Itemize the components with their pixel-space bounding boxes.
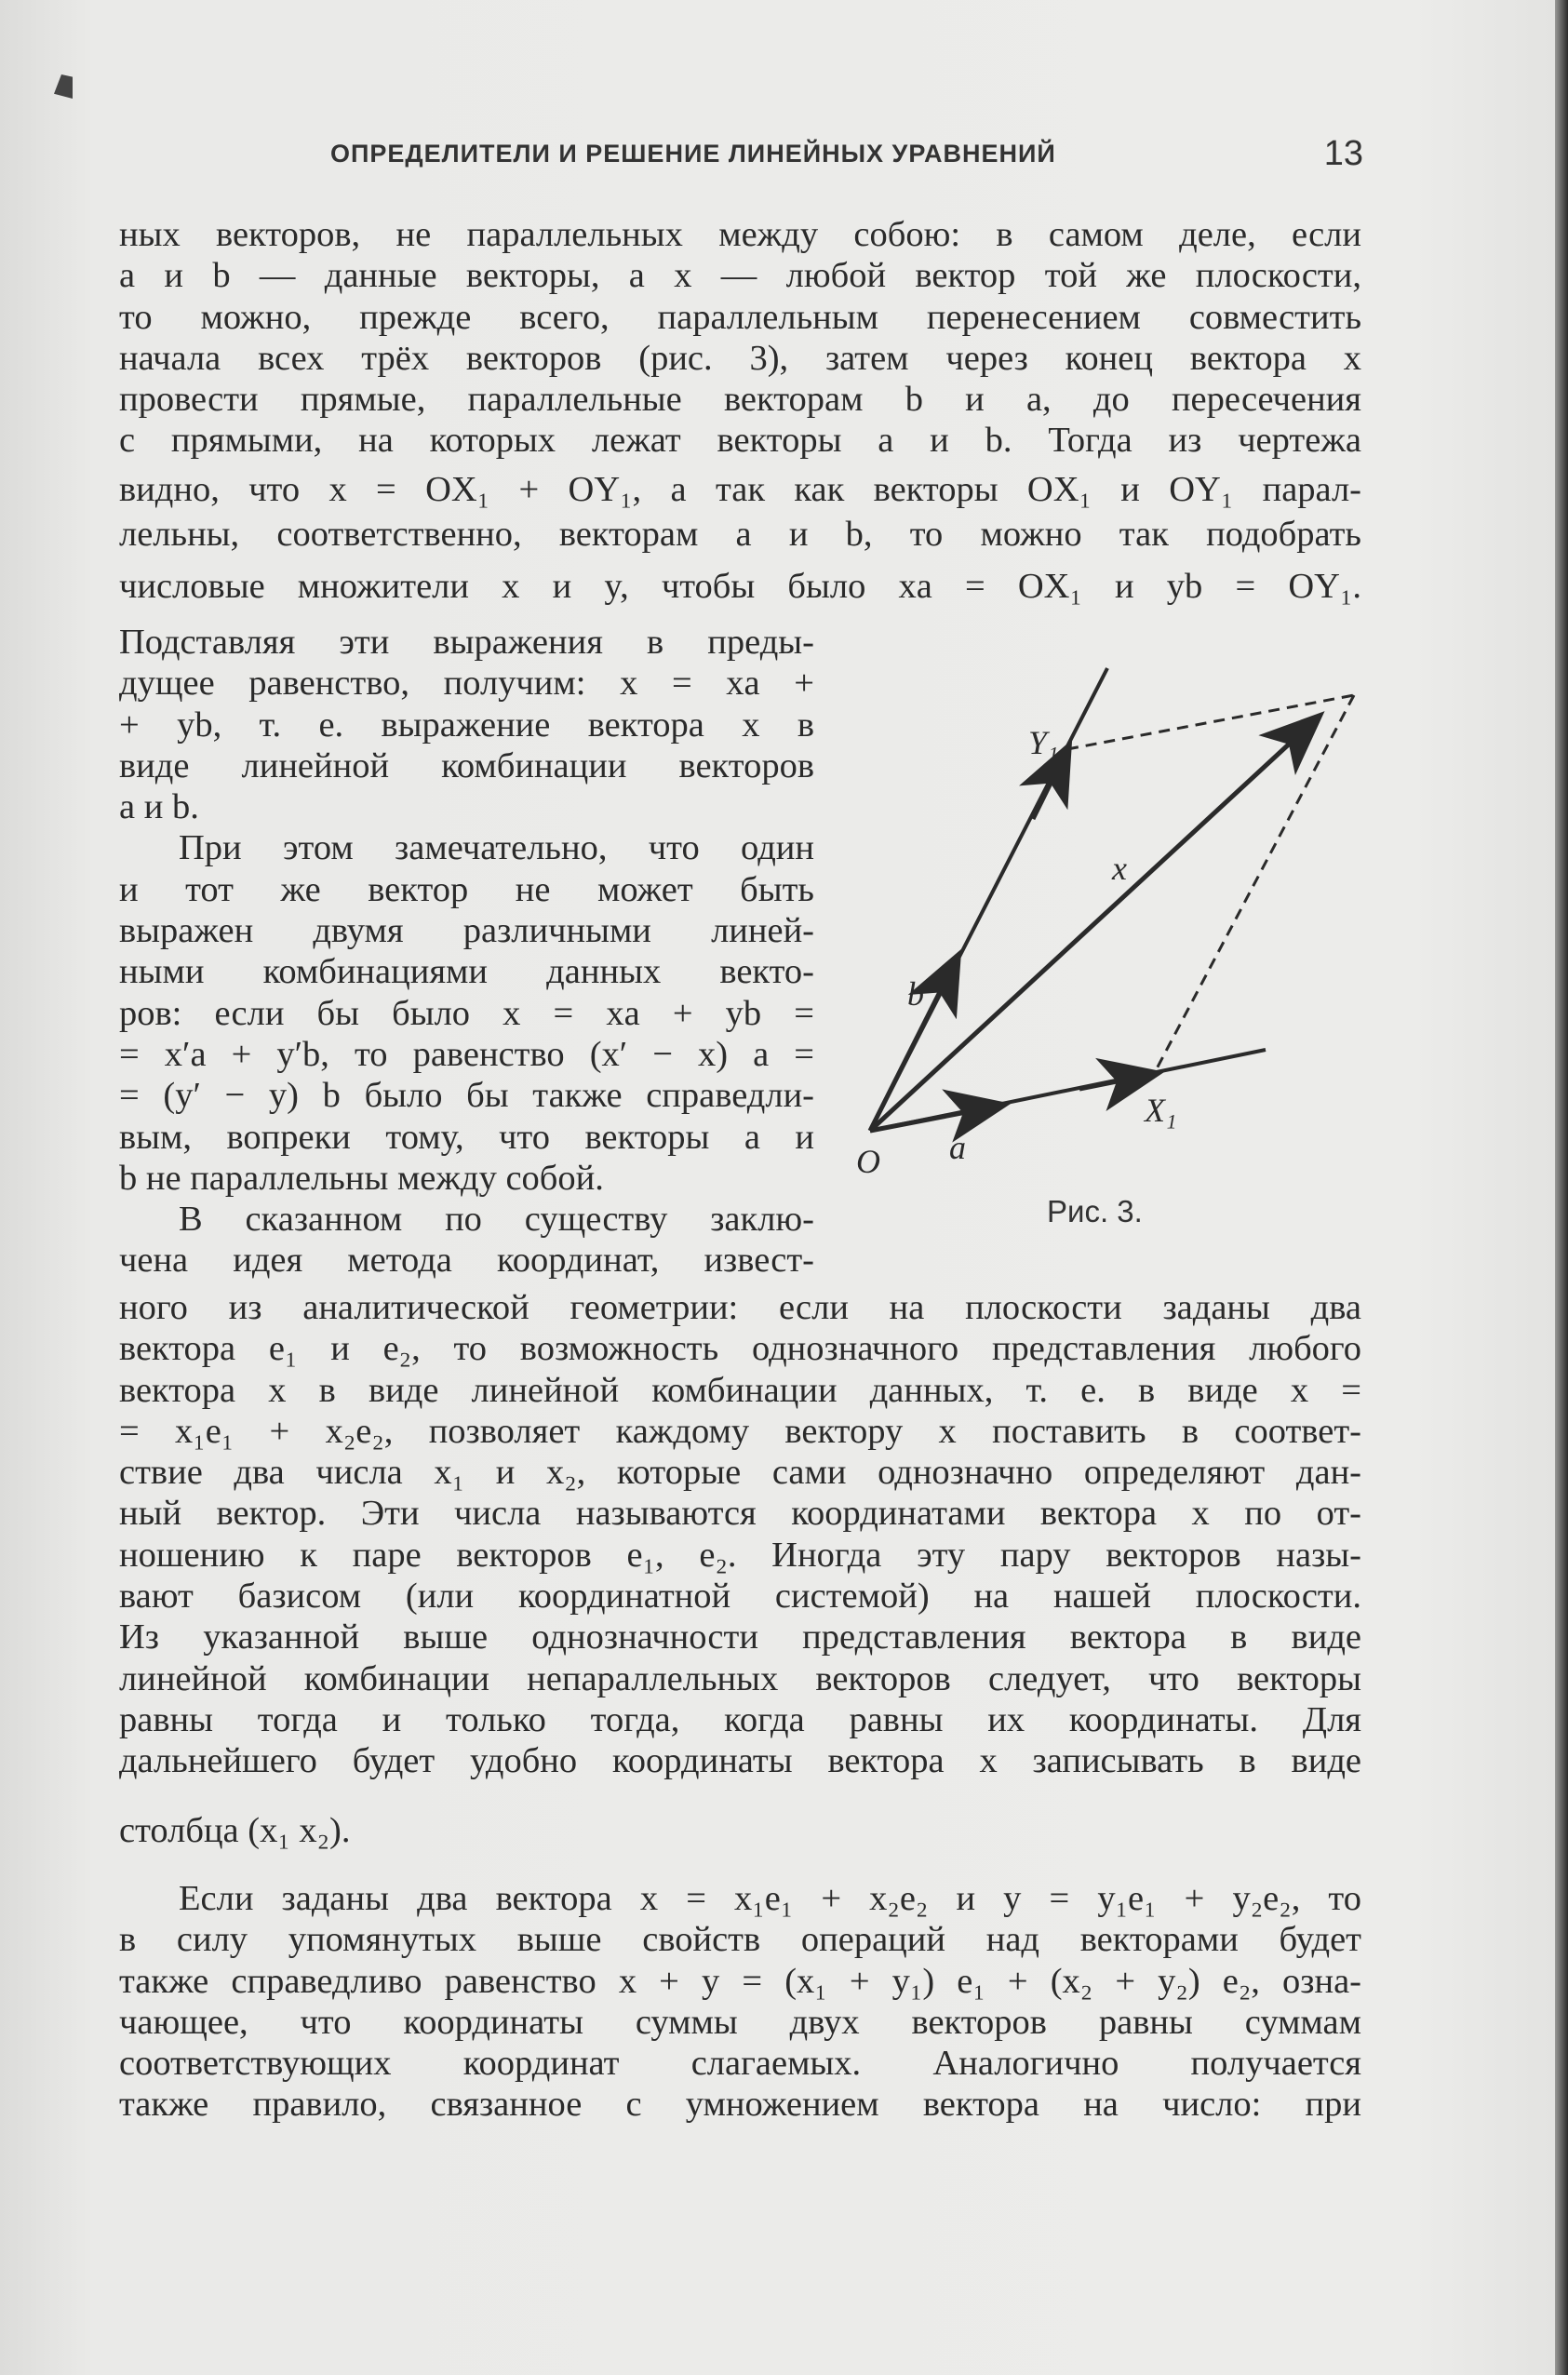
ink-mark [54, 74, 73, 99]
text-line: В сказанном по существу заклю- [179, 1200, 814, 1240]
vector-x [870, 718, 1317, 1131]
text-line: вают базисом (или координатной системой) на нашей плоскости. [119, 1577, 1361, 1617]
label-x: x [1112, 850, 1127, 887]
text-line: то можно, прежде всего, параллельным перенесением совместить [119, 297, 1361, 337]
text-line: дальнейшего будет удобно координаты вектора x записывать в виде [119, 1741, 1361, 1781]
text-line: соответствующих координат слагаемых. Аналогично получается [119, 2044, 1361, 2084]
text-line: в силу упомянутых выше свойств операций над векторами будет [119, 1920, 1361, 1960]
paragraph-3 [119, 1287, 1361, 1851]
text-line: столбца (x₁ x₂). [119, 1810, 351, 1850]
text-line: провести прямые, параллельные векторам b и a, до пересечения [119, 380, 1361, 420]
text-line: + yb, т. е. выражение вектора x в [119, 704, 814, 745]
paragraph-4 [119, 1878, 1361, 2126]
label-y1: Y₁ [1028, 724, 1059, 761]
text-line: также правило, связанное с умножением вектора на число: при [119, 2085, 1361, 2125]
text-line: Из указанной выше однозначности представления вектора в виде [119, 1617, 1361, 1657]
text-line: ствие два числа x₁ и x₂, которые сами однозначно определяют дан- [119, 1453, 1361, 1493]
text-line: Если заданы два вектора x = x₁e₁ + x₂e₂ и y = y₁e₁ + y₂e₂, то [179, 1879, 1361, 1918]
text-line: ный вектор. Эти числа называются координатами вектора x по от- [119, 1494, 1361, 1534]
text-line: числовые множители x и y, чтобы было xa = OX₁ и yb = OY₁. [119, 567, 1361, 607]
text-line: виде линейной комбинации векторов [119, 745, 814, 785]
text-line: вектора x в виде линейной комбинации данных, т. е. в виде x = [119, 1370, 1361, 1410]
text-line: b не параллельны между собой. [119, 1158, 604, 1198]
paragraph-1 [119, 214, 1361, 608]
text-line: вектора e₁ и e₂, то возможность однозначного представления любого [119, 1329, 1361, 1369]
text-line: чающее, что координаты суммы двух векторов равны суммам [119, 2002, 1361, 2042]
text-line: лельны, соответственно, векторам a и b, то можно так подобрать [119, 515, 1361, 555]
vector-ox1 [1079, 1074, 1154, 1089]
running-title: ОПРЕДЕЛИТЕЛИ И РЕШЕНИЕ ЛИНЕЙНЫХ УРАВНЕНИЙ [330, 140, 1056, 168]
page-edge-shadow [1555, 0, 1568, 2375]
text-line: выражен двумя различными линей- [119, 911, 814, 951]
label-x1: X₁ [1145, 1092, 1177, 1129]
figure-vectors [847, 651, 1368, 1191]
label-b: b [907, 975, 924, 1013]
page-number: 13 [1323, 134, 1363, 173]
wrapped-column [119, 622, 814, 1281]
text-line: видно, что x = OX₁ + OY₁, а так как векторы OX₁ и OY₁ парал- [119, 469, 1361, 509]
text-line: равны тогда и только тогда, когда равны их координаты. Для [119, 1699, 1361, 1739]
text-line: ного из аналитической геометрии: если на плоскости заданы два [119, 1288, 1361, 1327]
text-line: = x₁e₁ + x₂e₂, позволяет каждому вектору x поставить в соответ- [119, 1411, 1361, 1451]
text-line: ношению к паре векторов e₁, e₂. Иногда эту пару векторов назы- [119, 1535, 1361, 1575]
text-line: линейной комбинации непараллельных векторов следует, что векторы [119, 1658, 1361, 1698]
dashed-parallel-b [1154, 695, 1354, 1074]
text-line: a и b. [119, 787, 199, 827]
text-line: также справедливо равенство x + y = (x₁ + y₁) e₁ + (x₂ + y₂) e₂, озна- [119, 1961, 1361, 2001]
text-line: ными комбинациями данных векто- [119, 952, 814, 992]
label-origin: O [856, 1143, 880, 1180]
text-line: Подставляя эти выражения в преды- [119, 623, 814, 662]
text-line: ров: если бы было x = xa + yb = [119, 993, 814, 1033]
running-header [126, 134, 1363, 177]
text-line: = x′a + y′b, то равенство (x′ − x) a = [119, 1034, 814, 1074]
text-line: = (y′ − y) b было бы также справедли- [119, 1076, 814, 1116]
text-line: с прямыми, на которых лежат векторы a и b. Тогда из чертежа [119, 421, 1361, 461]
text-line: и тот же вектор не может быть [119, 869, 814, 909]
text-line: ных векторов, не параллельных между собою: в самом деле, если [119, 215, 1361, 254]
label-a: a [949, 1129, 966, 1166]
vector-a [870, 1106, 1000, 1131]
text-line: чена идея метода координат, извест- [119, 1241, 814, 1281]
text-line: При этом замечательно, что один [179, 828, 814, 868]
figure-caption: Рис. 3. [1047, 1194, 1143, 1228]
text-line: дущее равенство, получим: x = xa + [119, 664, 814, 704]
text-line: вым, вопреки тому, что векторы a и [119, 1117, 814, 1157]
text-line: начала всех трёх векторов (рис. 3), затем через конец вектора x [119, 338, 1361, 378]
text-line: a и b — данные векторы, а x — любой вектор той же плоскости, [119, 256, 1361, 296]
